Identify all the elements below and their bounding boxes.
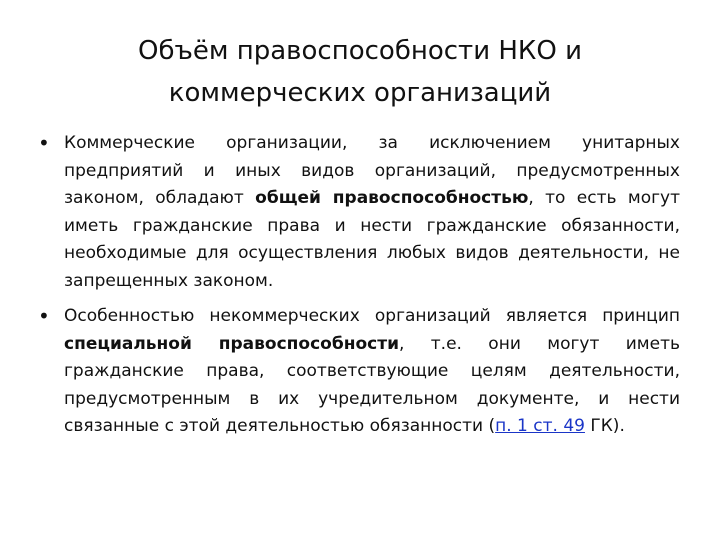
bullet-list (36, 130, 680, 449)
bullet-2-bold-term: специальной правоспособности (64, 333, 399, 354)
slide-title-line-1: Объём правоспособности НКО и (138, 36, 582, 66)
bullet-2-text-middle: , т.е. они могут иметь гражданские права, соответствующие целям деятельности, предусмотренным в их учредительном документе, и нести связанные с этой деятельностью обязанности ( (64, 333, 680, 436)
bullet-2-text-before: Особенностью некоммерческих организаций является принцип (64, 306, 680, 326)
bullet-nonprofit-organizations (36, 303, 680, 441)
slide-title (60, 30, 660, 114)
bullet-1-bold-term: общей правоспособностью (255, 188, 529, 208)
bullet-1-text-after: , то есть могут иметь гражданские права и нести гражданские обязанности, необходимые для осуществления любых видов деятельности, не запрещенных законом. (64, 188, 680, 291)
bullet-marker: • (38, 304, 50, 328)
slide-title-line-2: коммерческих организаций (168, 78, 552, 108)
bullet-2-text-after: ГК). (584, 416, 625, 436)
bullet-1-text-before: Коммерческие организации, за исключением унитарных предприятий и иных видов организаций, предусмотренных законом, обладают (64, 133, 680, 208)
bullet-marker: • (38, 131, 50, 155)
article-49-link[interactable]: п. 1 ст. 49 (495, 416, 585, 436)
bullet-commercial-organizations (36, 130, 680, 295)
